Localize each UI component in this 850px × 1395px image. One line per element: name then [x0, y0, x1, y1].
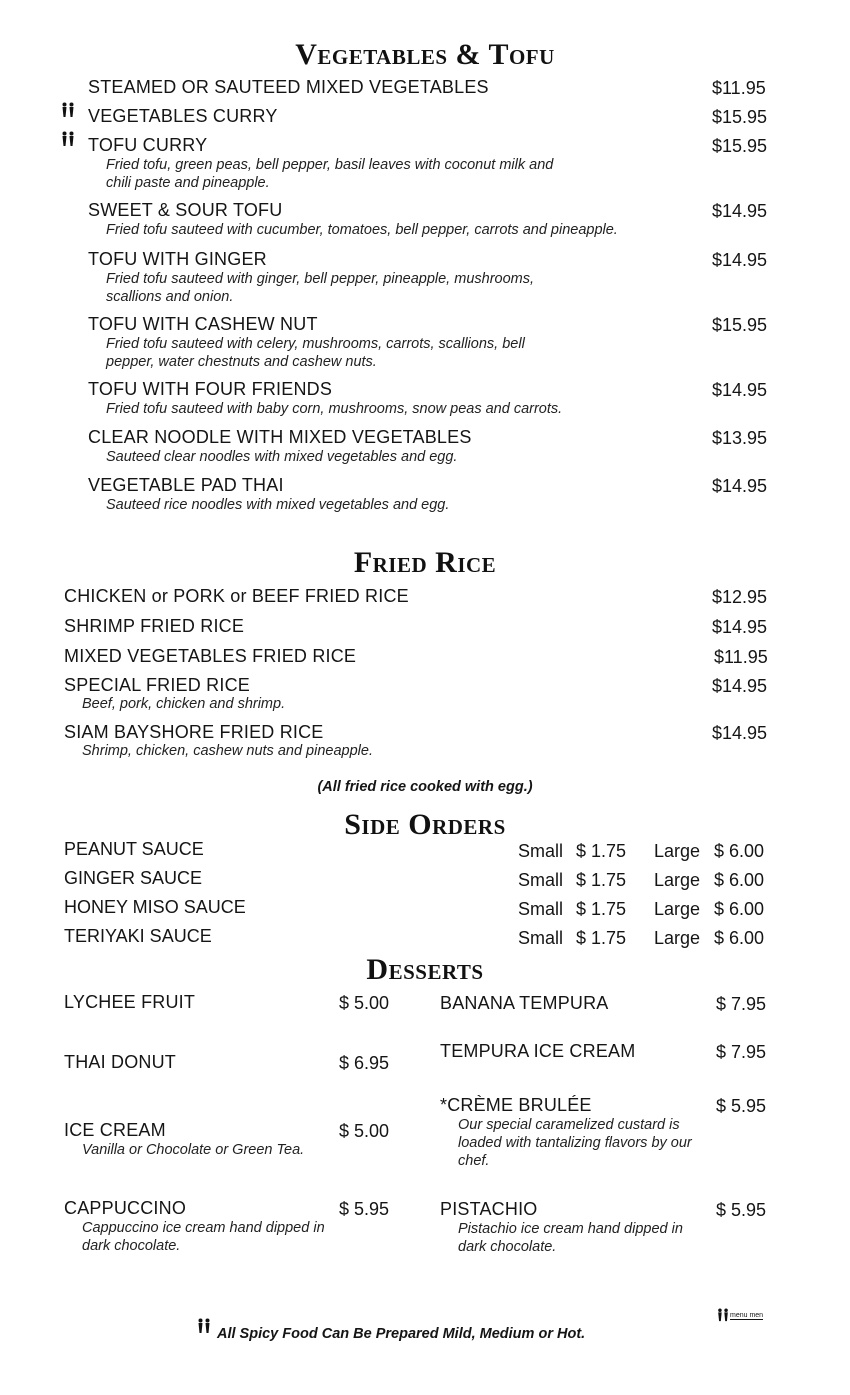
- item-price: $ 5.00: [339, 1121, 390, 1141]
- item-price: $11.95: [712, 78, 766, 98]
- large-price: $ 6.00: [714, 870, 765, 890]
- pepper-icon: [716, 1308, 730, 1322]
- menu-item: [88, 475, 284, 496]
- large-price: $ 6.00: [714, 928, 765, 948]
- small-label: Small: [518, 841, 564, 861]
- menu-item: [88, 314, 318, 335]
- item-price: $ 6.95: [339, 1053, 390, 1073]
- item-price: $14.95: [712, 250, 768, 270]
- menu-item: [88, 427, 472, 448]
- item-price: $14.95: [712, 380, 768, 400]
- side-order-row: [64, 839, 776, 863]
- small-price: $ 1.75: [576, 870, 627, 890]
- item-price: $ 5.95: [716, 1096, 767, 1116]
- large-label: Large: [654, 928, 701, 948]
- item-price: $15.95: [712, 136, 768, 156]
- item-price: $12.95: [712, 587, 768, 607]
- logo-text: menu men: [730, 1312, 764, 1319]
- large-label: Large: [654, 870, 701, 890]
- menu-item: [88, 249, 267, 270]
- item-name: SIAM BAYSHORE FRIED RICE: [64, 722, 324, 742]
- small-label: Small: [518, 899, 564, 919]
- item-price: $ 7.95: [716, 994, 767, 1014]
- item-price: $15.95: [712, 315, 768, 335]
- desserts-section-title: Desserts: [366, 953, 484, 986]
- fried-rice-note: (All fried rice cooked with egg.): [317, 779, 533, 795]
- item-name: CAPPUCCINO: [64, 1198, 187, 1218]
- item-description: Our special caramelized custard is loaded with tantalizing flavors by our chef.: [458, 1117, 692, 1169]
- side-order-row: [64, 926, 776, 950]
- large-price: $ 6.00: [714, 841, 765, 861]
- item-description: Fried tofu sauteed with celery, mushrooms, carrots, scallions, bell pepper, water chestnuts and cashew nuts.: [106, 336, 525, 370]
- item-name: HONEY MISO SAUCE: [64, 897, 246, 917]
- item-name: SHRIMP FRIED RICE: [64, 616, 245, 636]
- item-name: GINGER SAUCE: [64, 868, 203, 888]
- small-price: $ 1.75: [576, 928, 627, 948]
- item-name: THAI DONUT: [64, 1052, 176, 1072]
- item-price: $ 5.00: [339, 993, 390, 1013]
- item-name: TOFU CURRY: [88, 135, 208, 155]
- side-order-row: [64, 897, 776, 921]
- item-description: Shrimp, chicken, cashew nuts and pineapple.: [82, 743, 373, 759]
- item-description: Fried tofu sauteed with baby corn, mushrooms, snow peas and carrots.: [106, 401, 563, 417]
- item-name: ICE CREAM: [64, 1120, 166, 1140]
- item-price: $14.95: [712, 476, 768, 496]
- item-name: TOFU WITH FOUR FRIENDS: [88, 379, 333, 399]
- pepper-icon: [60, 102, 76, 118]
- item-name: TOFU WITH CASHEW NUT: [88, 314, 318, 334]
- item-price: $15.95: [712, 107, 768, 127]
- item-name: SWEET & SOUR TOFU: [88, 200, 283, 220]
- item-name: TEMPURA ICE CREAM: [440, 1041, 636, 1061]
- item-name: TOFU WITH GINGER: [88, 249, 267, 269]
- footer-spicy-note: All Spicy Food Can Be Prepared Mild, Medium or Hot.: [217, 1326, 586, 1342]
- item-description: Pistachio ice cream hand dipped in dark chocolate.: [458, 1221, 683, 1255]
- menu-item: [88, 106, 688, 127]
- item-name: VEGETABLE PAD THAI: [88, 475, 284, 495]
- item-name: TERIYAKI SAUCE: [64, 926, 212, 946]
- item-price: $14.95: [712, 201, 768, 221]
- item-price: $11.95: [714, 647, 768, 667]
- pepper-icon: [60, 131, 76, 147]
- large-label: Large: [654, 841, 701, 861]
- pepper-icon: [196, 1318, 212, 1334]
- large-label: Large: [654, 899, 701, 919]
- item-name: BANANA TEMPURA: [440, 993, 609, 1013]
- item-name: CHICKEN or PORK or BEEF FRIED RICE: [64, 586, 409, 606]
- menu-item: [88, 200, 282, 221]
- item-name: STEAMED OR SAUTEED MIXED VEGETABLES: [88, 77, 489, 97]
- fried-rice-section-title: Fried Rice: [353, 546, 497, 579]
- small-price: $ 1.75: [576, 899, 627, 919]
- item-name: MIXED VEGETABLES FRIED RICE: [64, 646, 357, 666]
- menu-men-logo: [716, 1308, 780, 1328]
- item-name: PISTACHIO: [440, 1199, 538, 1219]
- item-name: VEGETABLES CURRY: [88, 106, 278, 126]
- item-description: Sauteed clear noodles with mixed vegetables and egg.: [106, 449, 458, 465]
- side-orders-section-title: Side Orders: [344, 808, 506, 841]
- item-name: *CRÈME BRULÉE: [440, 1095, 592, 1115]
- item-price: $ 5.95: [339, 1199, 390, 1219]
- menu-item: [88, 77, 688, 98]
- large-price: $ 6.00: [714, 899, 765, 919]
- item-description: Fried tofu, green peas, bell pepper, basil leaves with coconut milk and chili paste and pineapple.: [106, 157, 554, 191]
- menu-item: [88, 379, 332, 400]
- item-description: Beef, pork, chicken and shrimp.: [82, 696, 286, 712]
- item-description: Vanilla or Chocolate or Green Tea.: [82, 1142, 305, 1158]
- item-name: PEANUT SAUCE: [64, 839, 204, 859]
- menu-item: [88, 135, 207, 156]
- item-name: CLEAR NOODLE WITH MIXED VEGETABLES: [88, 427, 472, 447]
- small-label: Small: [518, 928, 564, 948]
- veg-section-title: Vegetables & Tofu: [295, 38, 555, 71]
- item-price: $14.95: [712, 723, 768, 743]
- side-order-row: [64, 868, 776, 892]
- item-description: Fried tofu sauteed with cucumber, tomatoes, bell pepper, carrots and pineapple.: [106, 222, 618, 238]
- small-label: Small: [518, 870, 564, 890]
- item-price: $ 7.95: [716, 1042, 767, 1062]
- item-description: Fried tofu sauteed with ginger, bell pepper, pineapple, mushrooms, scallions and onion.: [106, 271, 535, 305]
- item-description: Cappuccino ice cream hand dipped in dark chocolate.: [82, 1220, 325, 1254]
- item-name: SPECIAL FRIED RICE: [64, 675, 250, 695]
- item-price: $13.95: [712, 428, 768, 448]
- item-price: $14.95: [712, 676, 768, 696]
- item-price: $ 5.95: [716, 1200, 767, 1220]
- item-description: Sauteed rice noodles with mixed vegetables and egg.: [106, 497, 450, 513]
- item-price: $14.95: [712, 617, 768, 637]
- small-price: $ 1.75: [576, 841, 627, 861]
- item-name: LYCHEE FRUIT: [64, 992, 196, 1012]
